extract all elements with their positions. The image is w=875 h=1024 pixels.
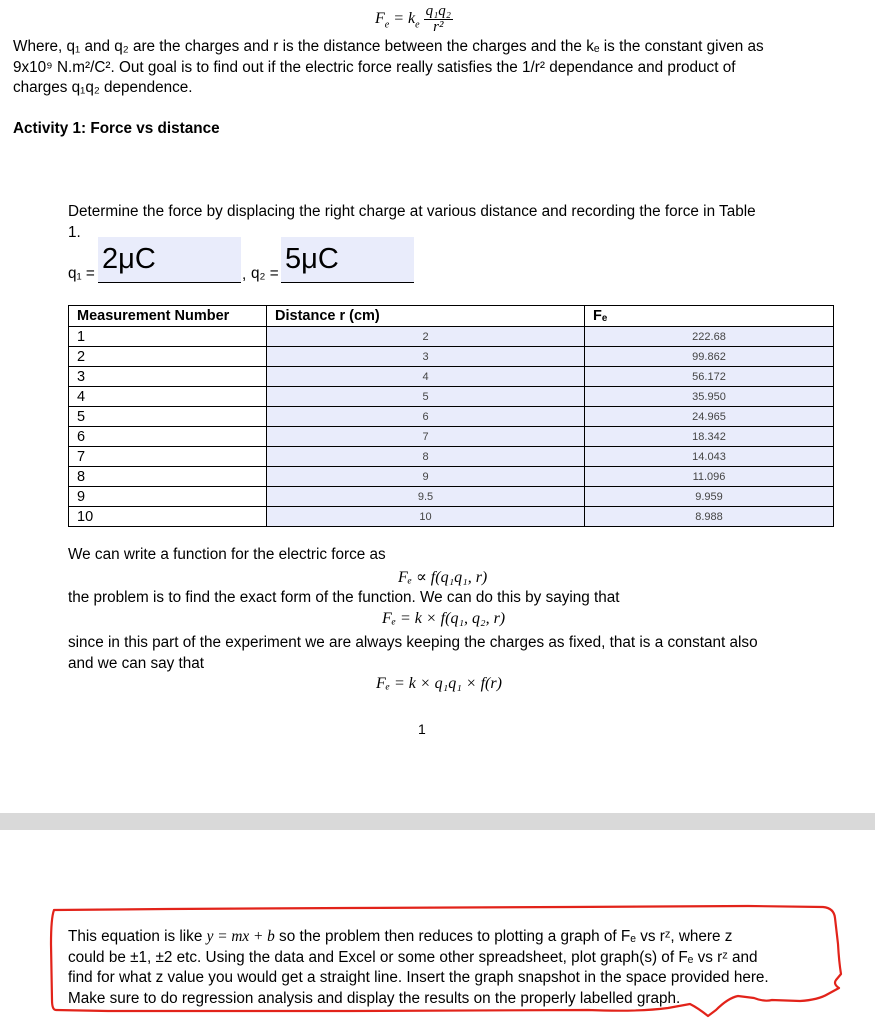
instructions-line-2: 1.	[68, 223, 81, 241]
page-divider	[0, 813, 875, 830]
table-row	[69, 367, 834, 387]
body-paragraph-3-line-1: since in this part of the experiment we are always keeping the charges as fixed, that is a constant also	[68, 634, 758, 651]
highlighted-line-3: find for what z value you would get a straight line. Insert the graph snapshot in the space provided here.	[68, 969, 769, 986]
force-distance-table	[68, 305, 834, 527]
instructions-line-1: Determine the force by displacing the right charge at various distance and recording the force in Table	[68, 203, 756, 220]
cell-number: 7	[69, 447, 267, 467]
table-row	[69, 507, 834, 527]
cell-force[interactable]: 11.096	[585, 467, 834, 487]
table-row	[69, 407, 834, 427]
page-number: 1	[418, 721, 426, 737]
cell-force[interactable]: 35.950	[585, 387, 834, 407]
equation-fixed-charges: Fₑ = k × q₁q₁ × f(r)	[376, 675, 502, 692]
table-row	[69, 467, 834, 487]
header-measurement-number: Measurement Number	[69, 306, 267, 327]
equation-function: Fₑ = k × f(q₁, q₂, r)	[382, 610, 506, 627]
table-row	[69, 347, 834, 367]
table-row	[69, 327, 834, 347]
body-paragraph-2: the problem is to find the exact form of the function. We can do this by saying that	[68, 589, 620, 606]
cell-force[interactable]: 99.862	[585, 347, 834, 367]
activity-heading: Activity 1: Force vs distance	[13, 120, 220, 137]
formula-numerator: q₁q₂	[425, 3, 452, 19]
cell-distance[interactable]: 2	[267, 327, 585, 347]
cell-force[interactable]: 18.342	[585, 427, 834, 447]
formula-eq: = k	[389, 10, 416, 28]
coulomb-formula	[375, 4, 453, 35]
highlighted-line-4: Make sure to do regression analysis and display the results on the properly labelled graph.	[68, 989, 681, 1007]
body-paragraph-3-line-2: and we can say that	[68, 654, 205, 672]
highlighted-paragraph	[68, 927, 858, 1009]
cell-distance[interactable]: 3	[267, 347, 585, 367]
table-row	[69, 387, 834, 407]
cell-number: 9	[69, 487, 267, 507]
formula-lhs: F	[375, 10, 385, 28]
table-row	[69, 487, 834, 507]
intro-paragraph	[13, 37, 863, 99]
q1-label: q₁ =	[68, 265, 95, 282]
cell-number: 2	[69, 347, 267, 367]
charges-separator: ,	[242, 266, 247, 283]
body-paragraph-1: We can write a function for the electric force as	[68, 546, 386, 563]
cell-number: 5	[69, 407, 267, 427]
highlighted-line-1-start: This equation is like	[68, 928, 207, 945]
cell-distance[interactable]: 8	[267, 447, 585, 467]
q2-label: q₂ =	[251, 265, 279, 282]
intro-line-2: 9x10⁹ N.m²/C². Out goal is to find out if the electric force really satisfies the 1/r² dependance and product of	[13, 58, 736, 76]
intro-line-3: charges q₁q₂ dependence.	[13, 79, 193, 96]
header-distance: Distance r (cm)	[267, 306, 585, 327]
cell-force[interactable]: 9.959	[585, 487, 834, 507]
cell-number: 8	[69, 467, 267, 487]
cell-number: 4	[69, 387, 267, 407]
cell-force[interactable]: 14.043	[585, 447, 834, 467]
cell-distance[interactable]: 10	[267, 507, 585, 527]
table-row	[69, 447, 834, 467]
highlighted-line-2: could be ±1, ±2 etc. Using the data and Excel or some other spreadsheet, plot graph(s) of Fₑ vs rᶻ and	[68, 948, 758, 966]
cell-number: 1	[69, 327, 267, 347]
cell-force[interactable]: 24.965	[585, 407, 834, 427]
cell-force[interactable]: 8.988	[585, 507, 834, 527]
cell-distance[interactable]: 5	[267, 387, 585, 407]
cell-number: 3	[69, 367, 267, 387]
table-header-row	[69, 306, 834, 327]
cell-number: 10	[69, 507, 267, 527]
intro-line-1: Where, q₁ and q₂ are the charges and r is the distance between the charges and the kₑ is the constant given as	[13, 38, 764, 55]
formula-denominator: r²	[433, 19, 444, 35]
body-paragraph-3	[68, 633, 858, 674]
cell-distance[interactable]: 6	[267, 407, 585, 427]
cell-distance[interactable]: 7	[267, 427, 585, 447]
cell-distance[interactable]: 4	[267, 367, 585, 387]
formula-k-sub: e	[415, 19, 420, 31]
cell-distance[interactable]: 9	[267, 467, 585, 487]
linear-equation: y = mx + b	[206, 928, 275, 945]
cell-distance[interactable]: 9.5	[267, 487, 585, 507]
table-row	[69, 427, 834, 447]
q1-input-field[interactable]: 2μC	[98, 237, 241, 283]
formula-lhs-sub: e	[384, 19, 390, 31]
equation-proportional: Fₑ ∝ f(q₁q₁, r)	[398, 569, 488, 586]
cell-number: 6	[69, 427, 267, 447]
cell-force[interactable]: 222.68	[585, 327, 834, 347]
cell-force[interactable]: 56.172	[585, 367, 834, 387]
q2-input-field[interactable]: 5μC	[281, 237, 414, 283]
formula-fraction	[424, 4, 453, 35]
highlighted-line-1-end: so the problem then reduces to plotting a graph of Fₑ vs rᶻ, where z	[274, 928, 733, 945]
header-force: Fₑ	[585, 306, 834, 327]
highlighted-line-1	[68, 927, 858, 948]
